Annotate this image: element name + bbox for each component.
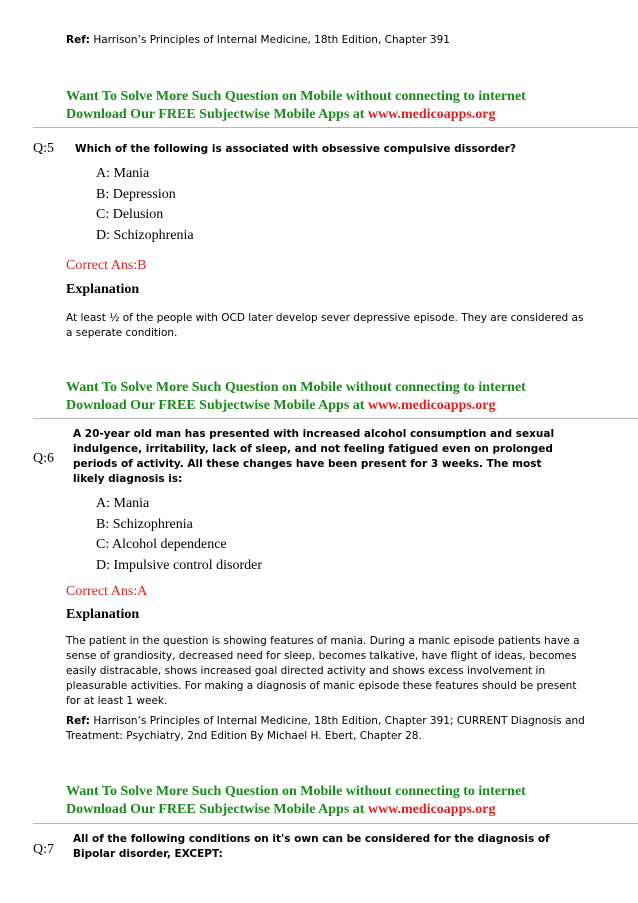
option-c[interactable]: C: Alcohol dependence [96,537,227,552]
explanation-reference [66,714,586,744]
promo-line-2-text: Download Our FREE Subjectwise Mobile Apps at [66,398,368,413]
question-text: Which of the following is associated with obsessive compulsive dissorder? [75,143,517,155]
promo-link[interactable]: www.medicoapps.org [367,802,496,817]
reference-line [66,33,450,48]
promo-link[interactable]: www.medicoapps.org [367,107,496,122]
question-number: Q:6 [33,451,54,466]
promo-line-1: Want To Solve More Such Question on Mobile without connecting to internet [66,784,526,799]
promo-line-2 [66,397,606,415]
explanation-text: The patient in the question is showing features of mania. During a manic episode patients have a sense of grandiosity, decreased need for sleep, becomes talkative, have flight of ideas, becomes easily distracable, shows increased goal directed activity and shows excess involvement in pleasurable activities. For making a diagnosis of manic episode these features should be present for at least 1 week. [66,635,580,707]
promo-line-1: Want To Solve More Such Question on Mobile without connecting to internet [66,89,526,104]
question-number: Q:7 [33,842,54,857]
divider [33,823,638,824]
promo-banner [66,783,606,819]
promo-banner [66,379,606,415]
option-d[interactable]: D: Impulsive control disorder [96,557,263,573]
question-number: Q:5 [33,141,54,156]
promo-link[interactable]: www.medicoapps.org [367,398,496,413]
option-list [96,164,194,246]
option-a[interactable]: A: Mania [96,496,150,511]
option-list [96,494,262,576]
explanation-heading: Explanation [66,282,140,297]
promo-line-1: Want To Solve More Such Question on Mobile without connecting to internet [66,380,526,395]
explanation-text: At least ½ of the people with OCD later develop sever depressive episode. They are considered as a seperate condition. [66,312,584,339]
option-b[interactable]: B: Schizophrenia [96,516,193,532]
explanation-heading: Explanation [66,607,140,622]
option-c[interactable]: C: Delusion [96,207,164,222]
option-b[interactable]: B: Depression [96,186,176,202]
promo-line-2-text: Download Our FREE Subjectwise Mobile Apps at [66,107,368,122]
promo-line-2 [66,801,606,819]
promo-line-2-text: Download Our FREE Subjectwise Mobile Apps at [66,802,368,817]
reference-label: Ref: [66,34,90,46]
option-a[interactable]: A: Mania [96,166,150,181]
question-text: All of the following conditions on it's own can be considered for the diagnosis of Bipolar disorder, EXCEPT: [73,833,550,860]
option-d[interactable]: D: Schizophrenia [96,227,194,243]
reference-text: Harrison’s Principles of Internal Medicine, 18th Edition, Chapter 391 [93,34,450,46]
reference-label: Ref: [66,715,90,727]
promo-banner [66,88,606,124]
question-text: A 20-year old man has presented with increased alcohol consumption and sexual indulgence, irritability, lack of sleep, and not feeling fatigued even on prolonged periods of activity. All these changes have been present for 3 weeks. The most likely diagnosis is: [73,428,555,485]
promo-line-2 [66,106,606,124]
reference-text: Harrison’s Principles of Internal Medicine, 18th Edition, Chapter 391; CURRENT Diagnosis and Treatment: Psychiatry, 2nd Edition By Michael H. Ebert, Chapter 28. [66,715,585,742]
divider [33,418,638,419]
correct-answer: Correct Ans:B [66,258,147,273]
correct-answer: Correct Ans:A [66,584,148,599]
divider [33,127,638,128]
